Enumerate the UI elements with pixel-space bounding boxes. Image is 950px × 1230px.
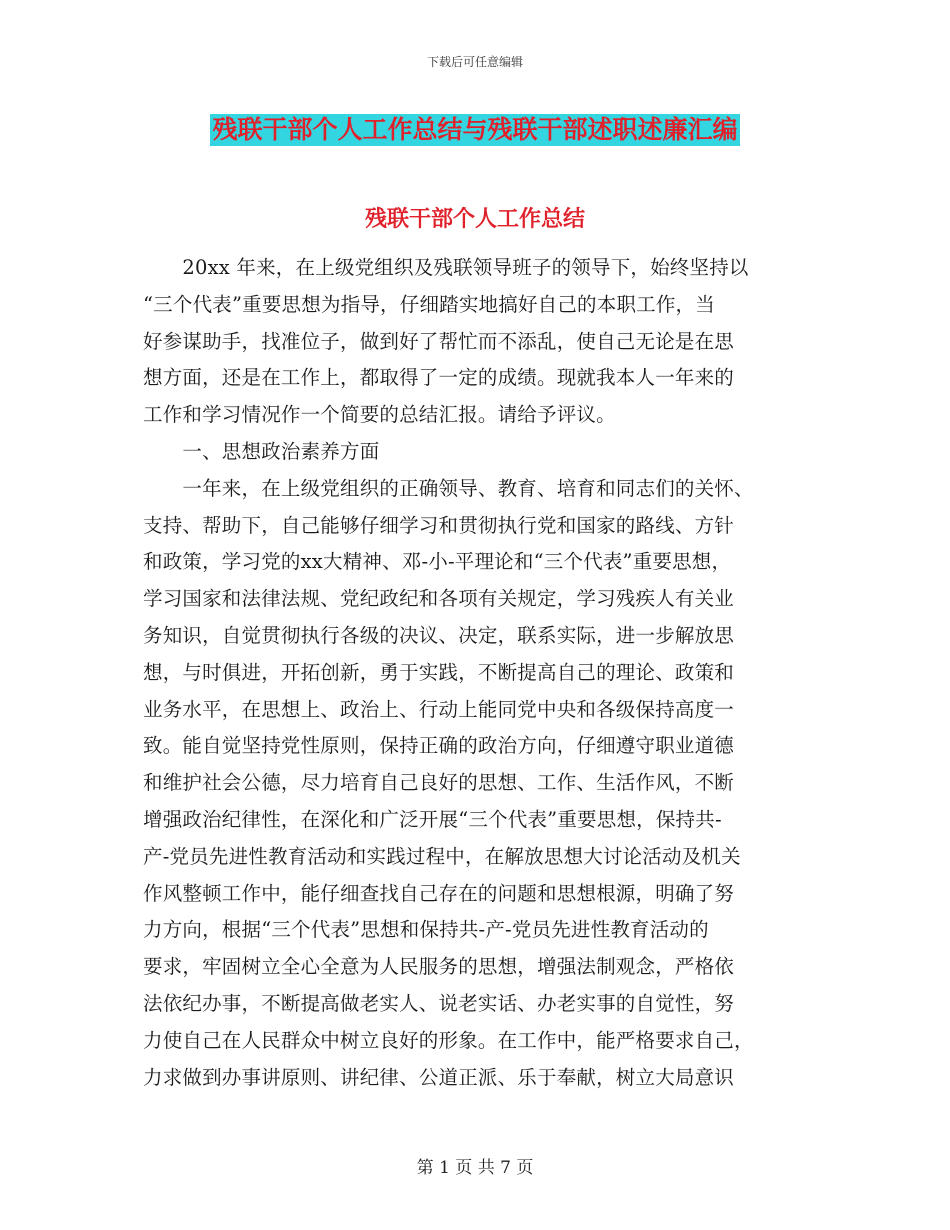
text-line: 务知识，自觉贯彻执行各级的决议、决定，联系实际，进一步解放思 — [143, 623, 735, 647]
page-footer: 第 1 页 共 7 页 — [416, 1158, 534, 1178]
text-line: 作风整顿工作中，能仔细查找自己存在的问题和思想根源，明确了努 — [143, 881, 735, 905]
body-text — [143, 250, 813, 1096]
text-line: 力求做到办事讲原则、讲纪律、公道正派、乐于奉献，树立大局意识 — [143, 1065, 735, 1089]
text-line: 业务水平，在思想上、政治上、行动上能同党中央和各级保持高度一 — [143, 697, 735, 721]
text-line: 一年来，在上级党组织的正确领导、教育、培育和同志们的关怀、 — [143, 476, 754, 500]
main-title-wrap — [0, 114, 950, 146]
text-line: 学习国家和法律法规、党纪政纪和各项有关规定，学习残疾人有关业 — [143, 587, 735, 611]
text-line: 支持、帮助下，自己能够仔细学习和贯彻执行党和国家的路线、方针 — [143, 513, 735, 537]
section-heading: 一、思想政治素养方面 — [143, 439, 380, 463]
text-line: 力使自己在人民群众中树立良好的形象。在工作中，能严格要求自己， — [143, 1028, 754, 1052]
text-line: 好参谋助手，找准位子，做到好了帮忙而不添乱，使自己无论是在思 — [143, 329, 735, 353]
header-note: 下载后可任意编辑 — [426, 55, 523, 69]
text-line: 要求，牢固树立全心全意为人民服务的思想，增强法制观念，严格依 — [143, 955, 735, 979]
text-line: 想，与时俱进，开拓创新，勇于实践，不断提高自己的理论、政策和 — [143, 660, 735, 684]
section-title: 残联干部个人工作总结 — [364, 207, 585, 232]
text-line: 工作和学习情况作一个简要的总结汇报。请给予评议。 — [143, 403, 616, 427]
text-line: 增强政治纪律性，在深化和广泛开展“三个代表”重要思想，保持共- — [143, 807, 722, 831]
text-line: 力方向，根据“三个代表”思想和保持共-产-党员先进性教育活动的 — [143, 918, 709, 942]
main-title: 残联干部个人工作总结与残联干部述职述廉汇编 — [212, 115, 738, 144]
text-line: 法依纪办事，不断提高做老实人、说老实话、办老实事的自觉性，努 — [143, 991, 735, 1015]
text-line: 20xx 年来，在上级党组织及残联领导班子的领导下，始终坚持以 — [143, 256, 749, 279]
text-line: 致。能自觉坚持党性原则，保持正确的政治方向，仔细遵守职业道德 — [143, 734, 735, 758]
text-line: 想方面，还是在工作上，都取得了一定的成绩。现就我本人一年来的 — [143, 366, 735, 390]
text-line: 和维护社会公德，尽力培育自己良好的思想、工作、生活作风，不断 — [143, 771, 735, 795]
text-line: “三个代表”重要思想为指导，仔细踏实地搞好自己的本职工作，当 — [143, 292, 715, 316]
text-line: 产-党员先进性教育活动和实践过程中，在解放思想大讨论活动及机关 — [143, 844, 741, 868]
text-line: 和政策，学习党的xx大精神、邓-小-平理论和“三个代表”重要思想， — [143, 550, 732, 574]
